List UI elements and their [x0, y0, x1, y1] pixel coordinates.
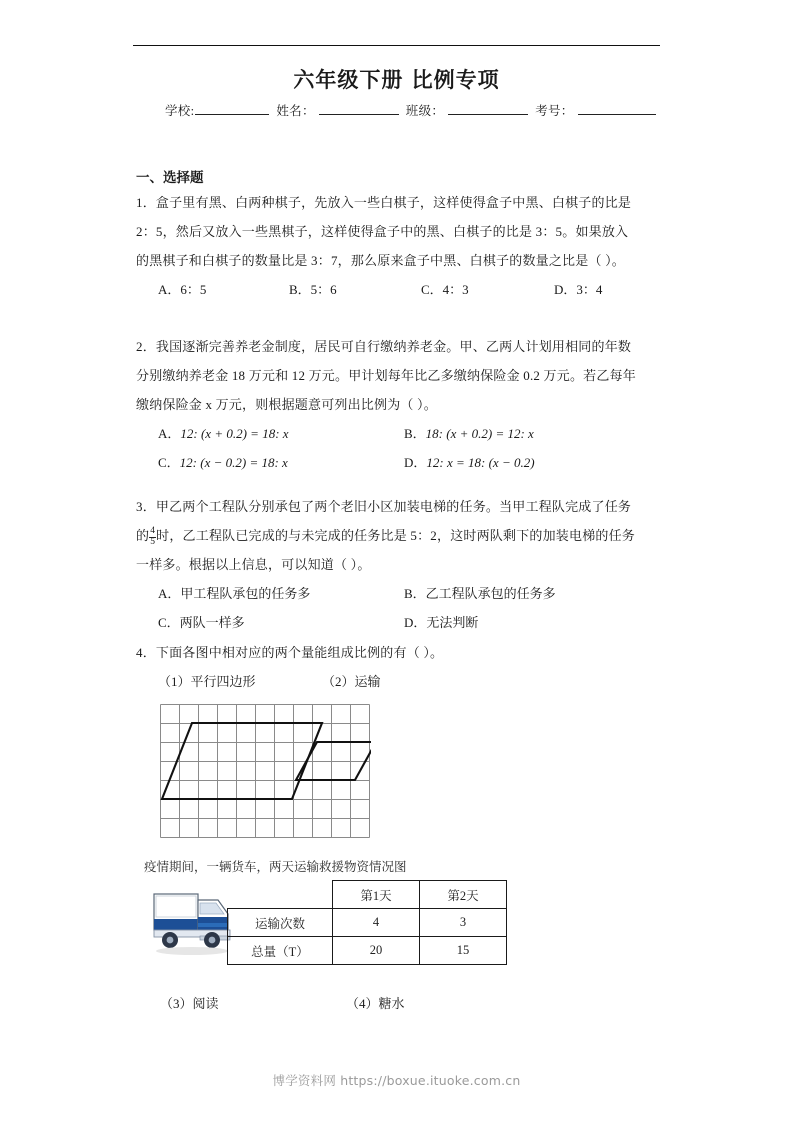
fraction-denominator: 5 — [150, 536, 156, 547]
question-1-options — [136, 275, 664, 304]
total-day-1: 20 — [333, 937, 420, 965]
option-b-key: B． — [289, 282, 311, 297]
option-d-key: D． — [404, 455, 427, 470]
question-4 — [136, 638, 664, 696]
question-3-suffix: 时，乙工程队已完成的与未完成的任务比是 5：2，这时两队剩下的加装电梯的任务 — [156, 528, 636, 543]
school-blank[interactable] — [195, 114, 269, 115]
question-2-option-b[interactable] — [404, 419, 534, 448]
section-heading: 一、选择题 — [136, 170, 204, 186]
sub-label-4 — [346, 993, 405, 1012]
option-a-key: A． — [158, 586, 181, 601]
exam-number-label: 考号： — [535, 104, 574, 118]
sub-label-3-text: 阅读 — [192, 996, 219, 1011]
question-3-option-d[interactable] — [404, 608, 478, 637]
question-1-line-2: 2：5，然后又放入一些黑棋子，这样使得盒子中的黑、白棋子的比是 3：5。如果放入 — [136, 224, 629, 239]
question-2-line-1: 2．我国逐渐完善养老金制度，居民可自行缴纳养老金。甲、乙两人计划用相同的年数 — [136, 339, 632, 354]
option-c-text: 4：3 — [442, 282, 469, 297]
sub-label-2-key: （2） — [322, 674, 355, 689]
question-3-line-2 — [136, 521, 664, 550]
question-4-line-1: 4．下面各图中相对应的两个量能组成比例的有（ ）。 — [136, 645, 444, 660]
sub-label-4-key: （4） — [346, 996, 379, 1011]
sub-label-2 — [322, 667, 381, 696]
row-label-total: 总量（T） — [228, 937, 333, 965]
question-2-option-a[interactable] — [158, 419, 289, 448]
option-b-text: 5：6 — [310, 282, 337, 297]
class-blank[interactable] — [448, 114, 528, 115]
question-2 — [136, 332, 664, 477]
sub-label-1 — [158, 667, 256, 696]
student-info-line — [165, 101, 645, 119]
table-header-day-2: 第2天 — [420, 881, 507, 909]
sub-label-1-text: 平行四边形 — [190, 674, 256, 689]
question-1-line-3: 的黑棋子和白棋子的数量比是 3：7，那么原来盒子中黑、白棋子的数量之比是（ ）。 — [136, 253, 626, 268]
truck-icon — [150, 886, 236, 964]
exam-number-blank[interactable] — [578, 114, 656, 115]
question-2-options-row-1 — [136, 419, 664, 448]
table-row — [228, 909, 507, 937]
question-2-line-3: 缴纳保险金 x 万元，则根据题意可列出比例为（ ）。 — [136, 397, 437, 412]
question-2-option-c[interactable] — [158, 448, 288, 477]
transport-data-table — [227, 880, 507, 965]
question-3-option-b[interactable] — [404, 579, 556, 608]
question-3-options-row-2 — [136, 608, 664, 637]
sub-label-4-text: 糖水 — [378, 996, 405, 1011]
option-c-key: C． — [158, 455, 180, 470]
question-3-options-row-1 — [136, 579, 664, 608]
question-1-option-c[interactable] — [421, 275, 469, 304]
sub-label-3 — [160, 993, 219, 1012]
trips-day-2: 3 — [420, 909, 507, 937]
question-1-option-a[interactable] — [158, 275, 206, 304]
question-3-option-a[interactable] — [158, 579, 310, 608]
site-watermark: 博学资料网 https://boxue.ituoke.com.cn — [272, 1073, 521, 1088]
option-c-key: C． — [421, 282, 443, 297]
row-label-trips: 运输次数 — [228, 909, 333, 937]
parallelogram-grid-figure — [160, 704, 371, 839]
option-b-key: B． — [404, 426, 426, 441]
option-b-text: 乙工程队承包的任务多 — [425, 586, 556, 601]
question-1-option-d[interactable] — [554, 275, 602, 304]
question-3 — [136, 492, 664, 637]
option-c-text: 12: (x − 0.2) = 18: x — [179, 455, 288, 470]
question-4-sub-labels-top — [136, 667, 664, 696]
transport-figure-caption: 疫情期间，一辆货车，两天运输救援物资情况图 — [144, 860, 407, 874]
question-1-line-1: 1．盒子里有黑、白两种棋子，先放入一些白棋子，这样使得盒子中黑、白棋子的比是 — [136, 195, 632, 210]
option-c-text: 两队一样多 — [179, 615, 245, 630]
option-a-text: 甲工程队承包的任务多 — [180, 586, 311, 601]
option-a-text: 6：5 — [180, 282, 207, 297]
sub-label-3-key: （3） — [160, 996, 193, 1011]
question-3-line-1: 3．甲乙两个工程队分别承包了两个老旧小区加装电梯的任务。当甲工程队完成了任务 — [136, 499, 632, 514]
question-1 — [136, 188, 664, 304]
trips-day-1: 4 — [333, 909, 420, 937]
option-a-text: 12: (x + 0.2) = 18: x — [180, 426, 289, 441]
question-3-option-c[interactable] — [158, 608, 245, 637]
option-d-key: D． — [404, 615, 427, 630]
school-label: 学校: — [165, 104, 195, 118]
option-c-key: C． — [158, 615, 180, 630]
header-rule — [133, 45, 660, 46]
option-d-text: 无法判断 — [426, 615, 479, 630]
question-1-option-b[interactable] — [289, 275, 337, 304]
table-corner-cell — [228, 881, 333, 909]
table-header-row — [228, 881, 507, 909]
option-d-text: 3：4 — [576, 282, 603, 297]
total-day-2: 15 — [420, 937, 507, 965]
table-header-day-1: 第1天 — [333, 881, 420, 909]
option-a-key: A． — [158, 282, 181, 297]
fraction-numerator: 4 — [150, 526, 156, 537]
page-title: 六年级下册 比例专项 — [293, 68, 500, 92]
question-2-line-2: 分别缴纳养老金 18 万元和 12 万元。甲计划每年比乙多缴纳保险金 0.2 万元。若乙每年 — [136, 368, 636, 383]
option-a-key: A． — [158, 426, 181, 441]
question-3-prefix: 的 — [136, 528, 150, 543]
option-b-text: 18: (x + 0.2) = 12: x — [425, 426, 534, 441]
name-blank[interactable] — [319, 114, 399, 115]
class-label: 班级： — [405, 104, 445, 118]
question-3-line-3: 一样多。根据以上信息，可以知道（ ）。 — [136, 557, 371, 572]
option-b-key: B． — [404, 586, 426, 601]
question-2-option-d[interactable] — [404, 448, 535, 477]
sub-label-1-key: （1） — [158, 674, 191, 689]
question-2-options-row-2 — [136, 448, 664, 477]
name-label: 姓名： — [276, 104, 315, 118]
table-row — [228, 937, 507, 965]
sub-label-2-text: 运输 — [354, 674, 381, 689]
option-d-text: 12: x = 18: (x − 0.2) — [426, 455, 535, 470]
option-d-key: D． — [554, 282, 577, 297]
